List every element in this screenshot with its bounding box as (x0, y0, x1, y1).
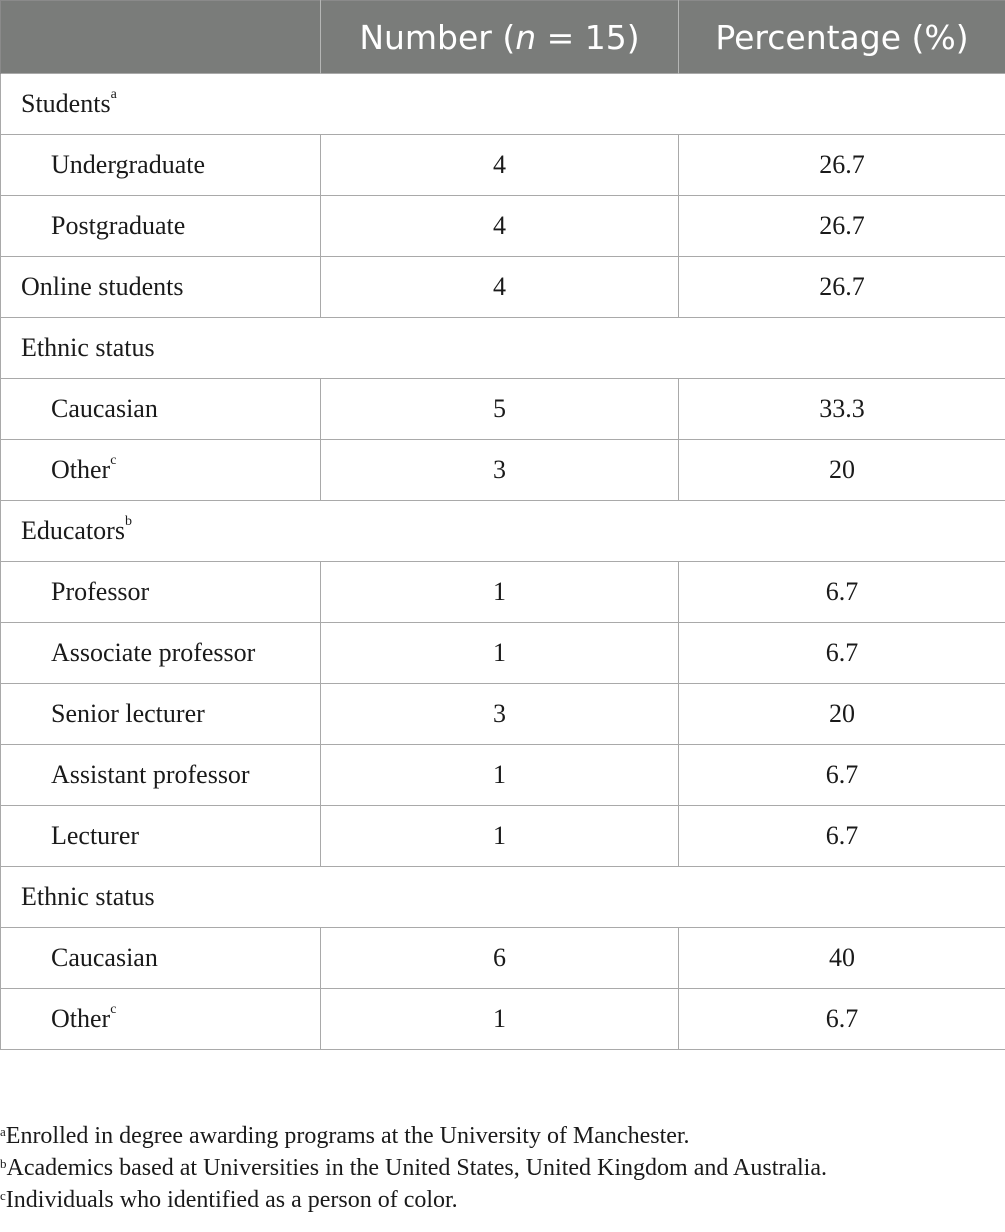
row-label-cell (1, 440, 321, 501)
footnote (0, 1152, 827, 1184)
number-cell: 1 (321, 989, 679, 1050)
percentage-cell: 26.7 (679, 196, 1005, 257)
number-cell: 5 (321, 379, 679, 440)
row-label: Undergraduate (51, 150, 206, 179)
header-cell-number (321, 1, 679, 74)
table-body (1, 74, 1005, 1050)
table-row (1, 989, 1005, 1050)
row-label: Lecturer (51, 821, 140, 850)
row-label: Educators (21, 516, 125, 545)
section-label-cell (1, 318, 1005, 379)
table-row (1, 379, 1005, 440)
number-cell: 6 (321, 928, 679, 989)
footnote-text: Academics based at Universities in the United States, United Kingdom and Australia. (6, 1155, 827, 1181)
row-label: Ethnic status (21, 882, 155, 911)
section-label-cell (1, 74, 1005, 135)
percentage-cell: 26.7 (679, 257, 1005, 318)
header-number-n: n (515, 17, 537, 57)
header-row (1, 1, 1005, 74)
percentage-cell: 20 (679, 440, 1005, 501)
table-row (1, 928, 1005, 989)
header-number-prefix: Number ( (359, 17, 516, 57)
percentage-cell: 40 (679, 928, 1005, 989)
number-cell: 1 (321, 623, 679, 684)
footnote-marker: a (110, 87, 117, 102)
footnote (0, 1184, 827, 1216)
footnote-marker: c (0, 1188, 6, 1203)
number-cell: 1 (321, 745, 679, 806)
percentage-cell: 33.3 (679, 379, 1005, 440)
row-label: Online students (21, 272, 184, 301)
footnote-marker: c (110, 453, 117, 468)
row-label-cell (1, 562, 321, 623)
row-label: Postgraduate (51, 211, 186, 240)
row-label-cell (1, 379, 321, 440)
footnote-marker: b (0, 1156, 7, 1171)
table-row (1, 501, 1005, 562)
row-label: Ethnic status (21, 333, 155, 362)
table-row (1, 867, 1005, 928)
table-row (1, 257, 1005, 318)
header-cell-percentage: Percentage (%) (679, 1, 1005, 74)
percentage-cell: 20 (679, 684, 1005, 745)
header-number-suffix: = 15) (536, 17, 640, 57)
number-cell: 3 (321, 684, 679, 745)
row-label: Senior lecturer (51, 699, 205, 728)
percentage-cell: 6.7 (679, 562, 1005, 623)
table-row (1, 623, 1005, 684)
header-cell-blank (1, 1, 321, 74)
table-row (1, 684, 1005, 745)
row-label: Students (21, 89, 111, 118)
table-row (1, 745, 1005, 806)
row-label: Associate professor (51, 638, 256, 667)
row-label-cell (1, 684, 321, 745)
table-row (1, 806, 1005, 867)
table-row (1, 74, 1005, 135)
row-label-cell (1, 257, 321, 318)
number-cell: 4 (321, 135, 679, 196)
number-cell: 4 (321, 196, 679, 257)
footnote-text: Individuals who identified as a person of color. (5, 1187, 458, 1213)
row-label-cell (1, 623, 321, 684)
percentage-cell: 6.7 (679, 806, 1005, 867)
percentage-cell: 6.7 (679, 989, 1005, 1050)
table-row (1, 440, 1005, 501)
section-label-cell (1, 867, 1005, 928)
percentage-cell: 6.7 (679, 623, 1005, 684)
row-label-cell (1, 806, 321, 867)
row-label-cell (1, 196, 321, 257)
row-label-cell (1, 135, 321, 196)
row-label: Caucasian (51, 943, 158, 972)
table-row (1, 135, 1005, 196)
table-footnotes (0, 1120, 827, 1216)
percentage-cell: 6.7 (679, 745, 1005, 806)
footnote (0, 1120, 827, 1152)
row-label: Professor (51, 577, 150, 606)
table-row (1, 562, 1005, 623)
row-label-cell (1, 745, 321, 806)
row-label-cell (1, 989, 321, 1050)
table-row (1, 318, 1005, 379)
percentage-cell: 26.7 (679, 135, 1005, 196)
footnote-marker: b (124, 514, 132, 529)
table-row (1, 196, 1005, 257)
row-label: Other (51, 455, 111, 484)
row-label: Assistant professor (51, 760, 250, 789)
row-label: Caucasian (51, 394, 158, 423)
row-label-cell (1, 928, 321, 989)
number-cell: 4 (321, 257, 679, 318)
number-cell: 3 (321, 440, 679, 501)
number-cell: 1 (321, 806, 679, 867)
section-label-cell (1, 501, 1005, 562)
row-label: Other (51, 1004, 111, 1033)
footnote-marker: c (110, 1002, 117, 1017)
footnote-text: Enrolled in degree awarding programs at the University of Manchester. (5, 1123, 690, 1149)
number-cell: 1 (321, 562, 679, 623)
footnote-marker: a (0, 1124, 6, 1139)
